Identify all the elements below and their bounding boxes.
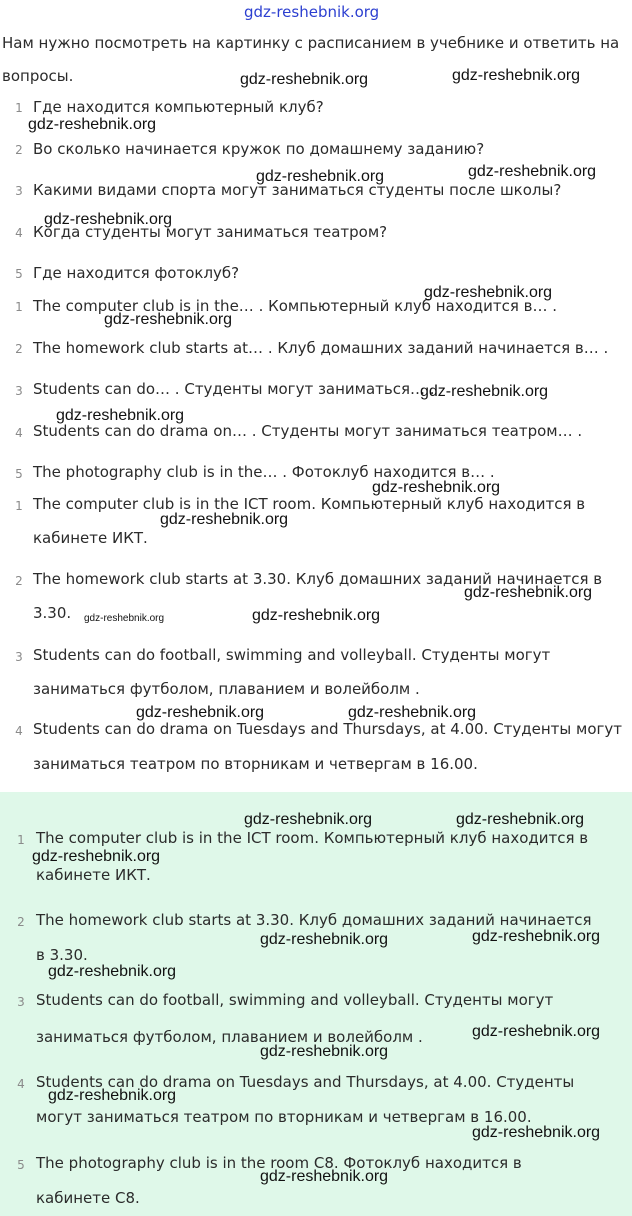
question-text: Какими видами спорта могут заниматься студенты после школы? bbox=[33, 181, 562, 199]
watermark: gdz-reshebnik.org bbox=[420, 383, 549, 400]
answer-line: The homework club starts at 3.30. Клуб домашних заданий начинается bbox=[36, 911, 592, 929]
item-number: 3 bbox=[15, 384, 23, 398]
item-number: 3 bbox=[17, 995, 25, 1009]
watermark: gdz-reshebnik.org bbox=[104, 311, 233, 328]
answer-line: заниматься футболом, плаванием и волейболм . bbox=[36, 1028, 423, 1046]
template-text: Students can do… . Студенты могут заниматься… . bbox=[33, 380, 435, 398]
watermark: gdz-reshebnik.org bbox=[472, 1023, 601, 1040]
template-text: Students can do drama on… . Студенты могут заниматься театром… . bbox=[33, 422, 583, 440]
watermark: gdz-reshebnik.org bbox=[240, 71, 369, 88]
watermark: gdz-reshebnik.org bbox=[48, 1087, 177, 1104]
answer-line: Students can do football, swimming and volleyball. Студенты могут bbox=[33, 646, 551, 664]
watermark: gdz-reshebnik.org bbox=[260, 1043, 389, 1060]
template-text: The homework club starts at… . Клуб домашних заданий начинается в… . bbox=[33, 339, 609, 357]
watermark: gdz-reshebnik.org bbox=[32, 848, 161, 865]
answer-line: The photography club is in the room C8. Фотоклуб находится в bbox=[36, 1154, 522, 1172]
answer-line: 3.30. bbox=[33, 604, 72, 622]
watermark: gdz-reshebnik.org bbox=[372, 479, 501, 496]
watermark: gdz-reshebnik.org bbox=[160, 511, 289, 528]
watermark: gdz-reshebnik.org bbox=[260, 1168, 389, 1185]
answer-line: заниматься театром по вторникам и четвергам в 16.00. bbox=[33, 755, 478, 773]
watermark: gdz-reshebnik.org bbox=[256, 168, 385, 185]
item-number: 1 bbox=[15, 300, 23, 314]
item-number: 2 bbox=[15, 574, 23, 588]
watermark: gdz-reshebnik.org bbox=[48, 963, 177, 980]
answer-line: кабинете C8. bbox=[36, 1189, 140, 1207]
item-number: 1 bbox=[15, 101, 23, 115]
watermark: gdz-reshebnik.org bbox=[464, 584, 593, 601]
watermark: gdz-reshebnik.org bbox=[348, 704, 477, 721]
answer-line: заниматься футболом, плаванием и волейболм . bbox=[33, 680, 420, 698]
answer-line: Students can do drama on Tuesdays and Thursdays, at 4.00. Студенты bbox=[36, 1073, 575, 1091]
question-text: Во сколько начинается кружок по домашнему заданию? bbox=[33, 140, 485, 158]
answer-line: кабинете ИКТ. bbox=[36, 866, 151, 884]
watermark: gdz-reshebnik.org bbox=[44, 211, 173, 228]
watermark: gdz-reshebnik.org bbox=[456, 811, 585, 828]
watermark: gdz-reshebnik.org bbox=[424, 284, 553, 301]
item-number: 5 bbox=[17, 1158, 25, 1172]
watermark: gdz-reshebnik.org bbox=[468, 163, 597, 180]
item-number: 1 bbox=[17, 833, 25, 847]
site-header-link[interactable]: gdz-reshebnik.org bbox=[244, 3, 380, 21]
item-number: 4 bbox=[15, 426, 23, 440]
item-number: 4 bbox=[15, 724, 23, 738]
template-text: The computer club is in the… . Компьютерный клуб находится в… . bbox=[33, 297, 558, 315]
template-text: The photography club is in the… . Фотоклуб находится в… . bbox=[33, 463, 495, 481]
question-text: Где находится фотоклуб? bbox=[33, 264, 240, 282]
answer-line: The computer club is in the ICT room. Компьютерный клуб находится в bbox=[33, 495, 586, 513]
watermark: gdz-reshebnik.org bbox=[136, 704, 265, 721]
item-number: 2 bbox=[15, 342, 23, 356]
answer-line: в 3.30. bbox=[36, 946, 88, 964]
question-text: Когда студенты могут заниматься театром? bbox=[33, 223, 388, 241]
answer-line: Students can do drama on Tuesdays and Thursdays, at 4.00. Студенты могут bbox=[33, 720, 623, 738]
question-text: Где находится компьютерный клуб? bbox=[33, 98, 324, 116]
item-number: 3 bbox=[15, 650, 23, 664]
answer-line: Students can do football, swimming and volleyball. Студенты могут bbox=[36, 991, 554, 1009]
item-number: 2 bbox=[17, 915, 25, 929]
watermark: gdz-reshebnik.org bbox=[84, 613, 165, 624]
answer-line: The homework club starts at 3.30. Клуб домашних заданий начинается в bbox=[33, 570, 603, 588]
answer-line: могут заниматься театром по вторникам и четвергам в 16.00. bbox=[36, 1108, 532, 1126]
item-number: 3 bbox=[15, 184, 23, 198]
watermark: gdz-reshebnik.org bbox=[472, 1124, 601, 1141]
item-number: 5 bbox=[15, 267, 23, 281]
watermark: gdz-reshebnik.org bbox=[452, 67, 581, 84]
watermark: gdz-reshebnik.org bbox=[252, 607, 381, 624]
watermark: gdz-reshebnik.org bbox=[56, 407, 185, 424]
intro-line-1: Нам нужно посмотреть на картинку с расписанием в учебнике и ответить на bbox=[2, 34, 620, 52]
item-number: 2 bbox=[15, 143, 23, 157]
item-number: 1 bbox=[15, 499, 23, 513]
answer-line: кабинете ИКТ. bbox=[33, 529, 148, 547]
answer-line: The computer club is in the ICT room. Компьютерный клуб находится в bbox=[36, 829, 589, 847]
watermark: gdz-reshebnik.org bbox=[28, 116, 157, 133]
watermark: gdz-reshebnik.org bbox=[260, 931, 389, 948]
watermark: gdz-reshebnik.org bbox=[244, 811, 373, 828]
item-number: 4 bbox=[17, 1077, 25, 1091]
item-number: 5 bbox=[15, 467, 23, 481]
item-number: 4 bbox=[15, 226, 23, 240]
watermark: gdz-reshebnik.org bbox=[472, 928, 601, 945]
intro-line-2: вопросы. bbox=[2, 67, 74, 85]
